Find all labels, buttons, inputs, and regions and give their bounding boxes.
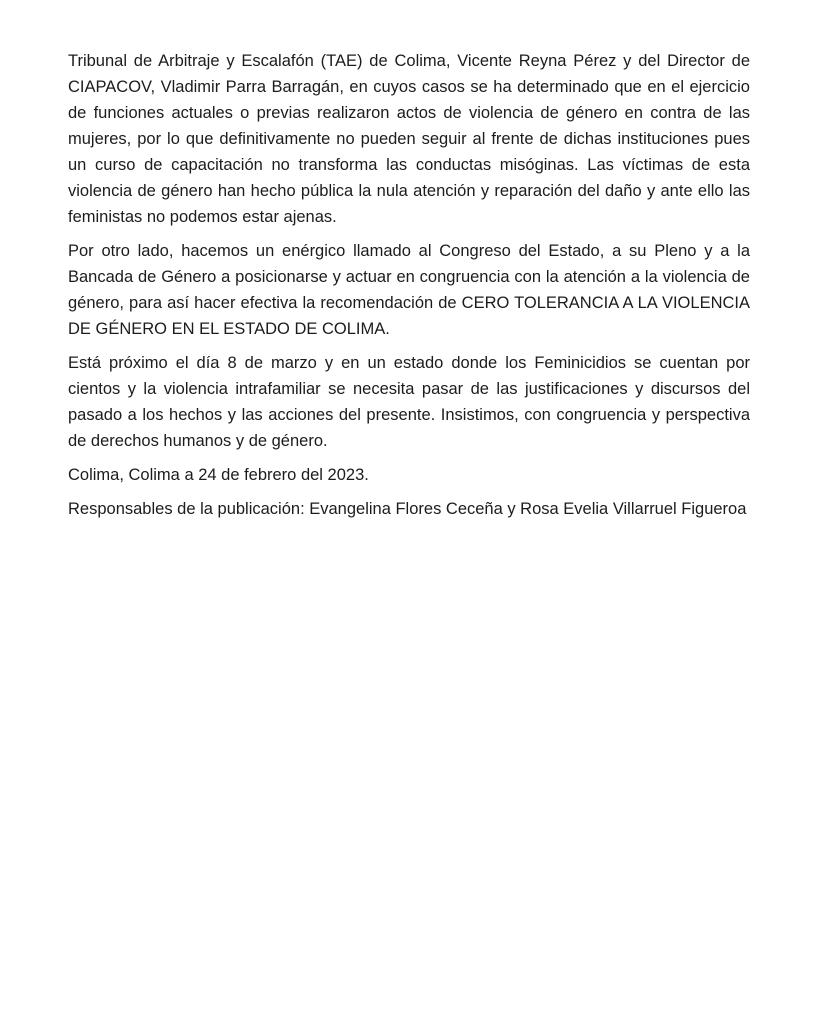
paragraph-congreso: Por otro lado, hacemos un enérgico llamado al Congreso del Estado, a su Pleno y a la Bancada de Género a posicionarse y actuar en congruencia con la atención a la violencia de género, para así hacer efectiva la recomendación de CERO TOLERANCIA A LA VIOLENCIA DE GÉNERO EN EL ESTADO DE COLIMA. bbox=[68, 242, 750, 338]
credits: Responsables de la publicación: Evangelina Flores Ceceña y Rosa Evelia Villarruel Figueroa bbox=[68, 500, 747, 518]
paragraph-8-marzo: Está próximo el día 8 de marzo y en un estado donde los Feminicidios se cuentan por cientos y la violencia intrafamiliar se necesita pasar de las justificaciones y discursos del pasado a los hechos y las acciones del presente. Insistimos, con congruencia y perspectiva de derechos humanos y de género. bbox=[68, 354, 750, 450]
paragraph-tribunal: Tribunal de Arbitraje y Escalafón (TAE) de Colima, Vicente Reyna Pérez y del Director de CIAPACOV, Vladimir Parra Barragán, en cuyos casos se ha determinado que en el ejercicio de funciones actuales o previas realizaron actos de violencia de género en contra de las mujeres, por lo que definitivamente no pueden seguir al frente de dichas instituciones pues un curso de capacitación no transforma las conductas misóginas. Las víctimas de esta violencia de género han hecho pública la nula atención y reparación del daño y ante ello las feministas no podemos estar ajenas. bbox=[68, 52, 750, 226]
dateline: Colima, Colima a 24 de febrero del 2023. bbox=[68, 466, 369, 484]
